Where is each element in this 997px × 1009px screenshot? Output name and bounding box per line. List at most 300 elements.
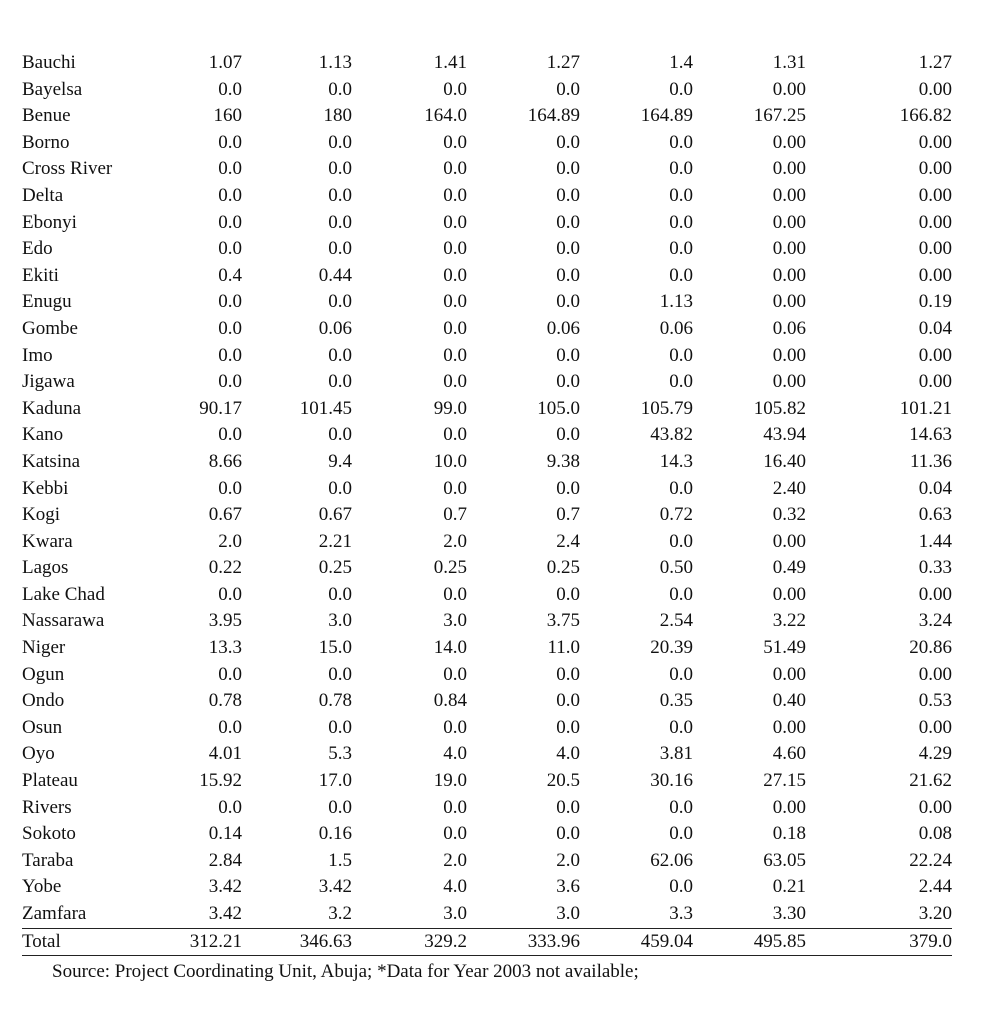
table-row	[22, 50, 952, 77]
value-cell: 0.00	[918, 158, 952, 180]
table-row	[22, 396, 952, 423]
state-name-cell: Taraba	[22, 849, 74, 871]
value-cell: 1.27	[918, 52, 952, 73]
value-cell: 0.0	[443, 424, 467, 446]
value-cell: 0.04	[918, 477, 952, 499]
value-cell: 1.07	[208, 52, 242, 73]
state-name-cell: Bauchi	[22, 52, 76, 73]
value-cell: 10.0	[433, 450, 467, 472]
table-row	[22, 236, 952, 263]
state-name-cell: Zamfara	[22, 903, 87, 924]
value-cell: 0.0	[669, 184, 693, 206]
value-cell: 0.0	[443, 583, 467, 605]
value-cell: 0.0	[556, 716, 580, 738]
value-cell: 15.0	[318, 637, 352, 659]
state-name-cell: Imo	[22, 344, 53, 366]
value-cell: 43.94	[763, 424, 806, 446]
value-cell: 0.00	[918, 583, 952, 605]
state-name-cell: Borno	[22, 131, 70, 153]
value-cell: 0.00	[918, 211, 952, 233]
table-row	[22, 768, 952, 795]
value-cell: 0.00	[918, 344, 952, 366]
value-cell: 0.0	[669, 238, 693, 260]
value-cell: 4.0	[556, 743, 580, 765]
table-row	[22, 77, 952, 104]
value-cell: 99.0	[433, 397, 467, 419]
value-cell: 0.7	[556, 504, 580, 526]
value-cell: 0.0	[218, 317, 242, 339]
value-cell: 0.25	[318, 557, 352, 579]
value-cell: 0.00	[918, 131, 952, 153]
value-cell: 0.78	[318, 690, 352, 712]
value-cell: 0.0	[328, 424, 352, 446]
value-cell: 164.89	[640, 105, 693, 127]
total-value-cell: 333.96	[467, 928, 580, 956]
value-cell: 3.20	[918, 903, 952, 924]
value-cell: 0.40	[772, 690, 806, 712]
value-cell: 0.0	[556, 131, 580, 153]
state-name-cell: Lake Chad	[22, 583, 105, 605]
value-cell: 0.21	[772, 876, 806, 898]
state-name-cell: Yobe	[22, 876, 62, 898]
value-cell: 3.75	[546, 610, 580, 632]
value-cell: 2.4	[556, 530, 580, 552]
value-cell: 0.19	[918, 291, 952, 313]
table-row	[22, 821, 952, 848]
value-cell: 4.0	[443, 743, 467, 765]
value-cell: 0.16	[318, 823, 352, 845]
value-cell: 0.0	[556, 238, 580, 260]
state-name-cell: Kogi	[22, 504, 60, 526]
table-row	[22, 316, 952, 343]
value-cell: 0.0	[443, 238, 467, 260]
value-cell: 20.5	[546, 770, 580, 792]
state-name-cell: Benue	[22, 105, 71, 127]
value-cell: 0.0	[669, 131, 693, 153]
value-cell: 0.14	[208, 823, 242, 845]
value-cell: 3.0	[556, 903, 580, 924]
total-value-cell: 329.2	[352, 928, 467, 956]
table-row	[22, 422, 952, 449]
value-cell: 0.00	[918, 78, 952, 100]
value-cell: 3.42	[208, 903, 242, 924]
value-cell: 101.45	[299, 397, 352, 419]
value-cell: 0.0	[328, 131, 352, 153]
value-cell: 3.95	[208, 610, 242, 632]
value-cell: 0.0	[443, 823, 467, 845]
value-cell: 0.0	[669, 796, 693, 818]
value-cell: 0.63	[918, 504, 952, 526]
value-cell: 27.15	[763, 770, 806, 792]
state-name-cell: Kebbi	[22, 477, 69, 499]
table-row	[22, 130, 952, 157]
value-cell: 0.0	[218, 131, 242, 153]
value-cell: 1.5	[328, 849, 352, 871]
value-cell: 0.0	[556, 211, 580, 233]
value-cell: 0.0	[556, 344, 580, 366]
value-cell: 0.0	[218, 477, 242, 499]
value-cell: 0.0	[443, 663, 467, 685]
value-cell: 0.00	[772, 371, 806, 393]
value-cell: 0.49	[772, 557, 806, 579]
value-cell: 30.16	[650, 770, 693, 792]
value-cell: 0.0	[556, 690, 580, 712]
value-cell: 0.00	[772, 264, 806, 286]
value-cell: 3.81	[659, 743, 693, 765]
total-value-cell: 379.0	[806, 928, 952, 956]
value-cell: 0.0	[218, 238, 242, 260]
value-cell: 105.79	[640, 397, 693, 419]
table-row	[22, 183, 952, 210]
value-cell: 0.0	[669, 477, 693, 499]
state-name-cell: Kaduna	[22, 397, 82, 419]
value-cell: 0.25	[546, 557, 580, 579]
value-cell: 0.00	[918, 184, 952, 206]
value-cell: 43.82	[650, 424, 693, 446]
value-cell: 0.0	[669, 158, 693, 180]
state-name-cell: Ebonyi	[22, 211, 77, 233]
value-cell: 4.0	[443, 876, 467, 898]
table-row	[22, 715, 952, 742]
value-cell: 0.0	[556, 291, 580, 313]
value-cell: 166.82	[899, 105, 952, 127]
value-cell: 0.0	[443, 158, 467, 180]
value-cell: 0.44	[318, 264, 352, 286]
value-cell: 0.0	[328, 158, 352, 180]
state-name-cell: Ogun	[22, 663, 65, 685]
value-cell: 0.67	[318, 504, 352, 526]
value-cell: 0.72	[659, 504, 693, 526]
value-cell: 0.18	[772, 823, 806, 845]
value-cell: 0.0	[669, 663, 693, 685]
value-cell: 0.0	[669, 823, 693, 845]
value-cell: 3.42	[318, 876, 352, 898]
value-cell: 1.13	[659, 291, 693, 313]
state-name-cell: Cross River	[22, 158, 113, 180]
value-cell: 0.0	[328, 78, 352, 100]
value-cell: 14.3	[659, 450, 693, 472]
state-name-cell: Lagos	[22, 557, 69, 579]
table-row	[22, 555, 952, 582]
value-cell: 0.7	[443, 504, 467, 526]
value-cell: 0.0	[328, 663, 352, 685]
value-cell: 1.31	[772, 52, 806, 73]
value-cell: 0.0	[556, 78, 580, 100]
value-cell: 0.00	[918, 371, 952, 393]
state-name-cell: Gombe	[22, 317, 78, 339]
state-name-cell: Delta	[22, 184, 64, 206]
value-cell: 5.3	[328, 743, 352, 765]
value-cell: 3.22	[772, 610, 806, 632]
state-name-cell: Ondo	[22, 690, 65, 712]
value-cell: 63.05	[763, 849, 806, 871]
value-cell: 0.0	[443, 78, 467, 100]
value-cell: 2.54	[659, 610, 693, 632]
value-cell: 11.36	[909, 450, 952, 472]
value-cell: 0.25	[433, 557, 467, 579]
value-cell: 0.00	[772, 663, 806, 685]
value-cell: 22.24	[909, 849, 952, 871]
state-name-cell: Kwara	[22, 530, 73, 552]
table-row	[22, 635, 952, 662]
value-cell: 2.84	[208, 849, 242, 871]
value-cell: 2.0	[443, 849, 467, 871]
value-cell: 0.00	[772, 131, 806, 153]
source-note: Source: Project Coordinating Unit, Abuja; *Data for Year 2003 not available;	[52, 961, 639, 983]
value-cell: 160	[213, 105, 242, 127]
state-name-cell: Rivers	[22, 796, 72, 818]
table-row	[22, 502, 952, 529]
value-cell: 2.0	[443, 530, 467, 552]
table-row	[22, 476, 952, 503]
table-body	[22, 50, 952, 928]
value-cell: 0.00	[772, 583, 806, 605]
value-cell: 0.0	[556, 583, 580, 605]
value-cell: 0.0	[443, 371, 467, 393]
value-cell: 3.30	[772, 903, 806, 924]
value-cell: 0.0	[328, 344, 352, 366]
value-cell: 0.00	[918, 663, 952, 685]
value-cell: 0.00	[772, 796, 806, 818]
value-cell: 0.0	[328, 238, 352, 260]
value-cell: 0.84	[433, 690, 467, 712]
value-cell: 167.25	[753, 105, 806, 127]
state-name-cell: Enugu	[22, 291, 72, 313]
value-cell: 0.0	[669, 530, 693, 552]
value-cell: 0.00	[772, 158, 806, 180]
value-cell: 0.0	[556, 823, 580, 845]
value-cell: 3.0	[328, 610, 352, 632]
value-cell: 9.4	[328, 450, 352, 472]
value-cell: 0.0	[218, 211, 242, 233]
value-cell: 0.00	[772, 184, 806, 206]
value-cell: 0.0	[218, 716, 242, 738]
value-cell: 105.82	[753, 397, 806, 419]
state-data-table	[22, 50, 952, 956]
total-value-cell: 495.85	[693, 928, 806, 956]
value-cell: 0.0	[218, 663, 242, 685]
value-cell: 101.21	[899, 397, 952, 419]
value-cell: 2.40	[772, 477, 806, 499]
value-cell: 0.4	[218, 264, 242, 286]
value-cell: 0.0	[443, 716, 467, 738]
value-cell: 0.0	[218, 158, 242, 180]
state-name-cell: Sokoto	[22, 823, 76, 845]
value-cell: 0.0	[443, 211, 467, 233]
value-cell: 0.78	[208, 690, 242, 712]
total-value-cell: 312.21	[167, 928, 242, 956]
value-cell: 0.0	[556, 184, 580, 206]
value-cell: 0.00	[918, 264, 952, 286]
value-cell: 0.0	[443, 291, 467, 313]
value-cell: 14.63	[909, 424, 952, 446]
value-cell: 0.0	[669, 371, 693, 393]
total-value-cell: 346.63	[242, 928, 352, 956]
value-cell: 0.0	[556, 663, 580, 685]
state-name-cell: Oyo	[22, 743, 55, 765]
table-row	[22, 263, 952, 290]
value-cell: 3.6	[556, 876, 580, 898]
value-cell: 0.0	[556, 477, 580, 499]
value-cell: 0.0	[556, 424, 580, 446]
value-cell: 0.00	[772, 211, 806, 233]
value-cell: 0.0	[669, 264, 693, 286]
value-cell: 3.24	[918, 610, 952, 632]
state-name-cell: Jigawa	[22, 371, 75, 393]
state-name-cell: Edo	[22, 238, 53, 260]
state-name-cell: Katsina	[22, 450, 81, 472]
value-cell: 0.53	[918, 690, 952, 712]
value-cell: 16.40	[763, 450, 806, 472]
value-cell: 0.0	[218, 78, 242, 100]
value-cell: 0.22	[208, 557, 242, 579]
table-row	[22, 289, 952, 316]
value-cell: 0.0	[669, 716, 693, 738]
value-cell: 20.39	[650, 637, 693, 659]
value-cell: 0.0	[328, 477, 352, 499]
state-name-cell: Nassarawa	[22, 610, 105, 632]
value-cell: 15.92	[199, 770, 242, 792]
state-name-cell: Niger	[22, 637, 66, 659]
value-cell: 0.00	[772, 530, 806, 552]
value-cell: 0.35	[659, 690, 693, 712]
value-cell: 0.0	[443, 344, 467, 366]
value-cell: 0.06	[546, 317, 580, 339]
value-cell: 4.60	[772, 743, 806, 765]
value-cell: 0.00	[918, 238, 952, 260]
value-cell: 0.0	[669, 876, 693, 898]
value-cell: 0.0	[328, 716, 352, 738]
table-row	[22, 103, 952, 130]
value-cell: 0.0	[669, 211, 693, 233]
value-cell: 0.0	[443, 477, 467, 499]
value-cell: 0.0	[443, 131, 467, 153]
value-cell: 0.0	[218, 344, 242, 366]
value-cell: 62.06	[650, 849, 693, 871]
table-row	[22, 608, 952, 635]
value-cell: 1.44	[918, 530, 952, 552]
value-cell: 1.4	[669, 52, 693, 73]
value-cell: 3.2	[328, 903, 352, 924]
value-cell: 0.67	[208, 504, 242, 526]
value-cell: 4.01	[208, 743, 242, 765]
value-cell: 1.41	[433, 52, 467, 73]
value-cell: 0.0	[669, 583, 693, 605]
value-cell: 0.00	[772, 78, 806, 100]
value-cell: 3.0	[443, 610, 467, 632]
value-cell: 0.0	[443, 184, 467, 206]
value-cell: 164.89	[527, 105, 580, 127]
value-cell: 0.0	[328, 371, 352, 393]
value-cell: 8.66	[208, 450, 242, 472]
table-row	[22, 582, 952, 609]
value-cell: 0.0	[218, 424, 242, 446]
table-row	[22, 529, 952, 556]
value-cell: 0.0	[556, 371, 580, 393]
value-cell: 2.0	[218, 530, 242, 552]
value-cell: 0.50	[659, 557, 693, 579]
value-cell: 0.08	[918, 823, 952, 845]
value-cell: 0.0	[556, 796, 580, 818]
value-cell: 0.06	[659, 317, 693, 339]
value-cell: 0.0	[328, 291, 352, 313]
value-cell: 3.0	[443, 903, 467, 924]
value-cell: 2.21	[318, 530, 352, 552]
total-value-cell: 459.04	[580, 928, 693, 956]
table-row	[22, 369, 952, 396]
table-row	[22, 343, 952, 370]
table-row	[22, 848, 952, 875]
state-name-cell: Kano	[22, 424, 64, 446]
value-cell: 0.0	[556, 264, 580, 286]
state-name-cell: Bayelsa	[22, 78, 83, 100]
value-cell: 3.42	[208, 876, 242, 898]
table-row	[22, 662, 952, 689]
value-cell: 0.06	[318, 317, 352, 339]
value-cell: 3.3	[669, 903, 693, 924]
value-cell: 0.32	[772, 504, 806, 526]
document-page	[22, 50, 952, 986]
value-cell: 0.0	[218, 291, 242, 313]
value-cell: 0.06	[772, 317, 806, 339]
table-row	[22, 874, 952, 901]
value-cell: 14.0	[433, 637, 467, 659]
value-cell: 0.0	[443, 317, 467, 339]
value-cell: 1.27	[546, 52, 580, 73]
value-cell: 1.13	[318, 52, 352, 73]
value-cell: 4.29	[918, 743, 952, 765]
table-row	[22, 741, 952, 768]
value-cell: 20.86	[909, 637, 952, 659]
value-cell: 0.0	[669, 78, 693, 100]
value-cell: 13.3	[208, 637, 242, 659]
value-cell: 51.49	[763, 637, 806, 659]
value-cell: 0.0	[669, 344, 693, 366]
value-cell: 0.0	[218, 583, 242, 605]
value-cell: 0.33	[918, 557, 952, 579]
value-cell: 17.0	[318, 770, 352, 792]
value-cell: 0.00	[772, 238, 806, 260]
value-cell: 21.62	[909, 770, 952, 792]
value-cell: 0.0	[328, 583, 352, 605]
state-name-cell: Plateau	[22, 770, 78, 792]
value-cell: 0.0	[443, 796, 467, 818]
value-cell: 90.17	[199, 397, 242, 419]
total-row	[22, 928, 952, 956]
value-cell: 0.0	[443, 264, 467, 286]
value-cell: 0.0	[218, 796, 242, 818]
value-cell: 0.00	[772, 716, 806, 738]
value-cell: 0.00	[918, 716, 952, 738]
value-cell: 0.04	[918, 317, 952, 339]
value-cell: 0.0	[218, 371, 242, 393]
state-name-cell: Ekiti	[22, 264, 59, 286]
value-cell: 11.0	[547, 637, 580, 659]
table-row	[22, 449, 952, 476]
state-name-cell: Osun	[22, 716, 63, 738]
value-cell: 0.00	[772, 291, 806, 313]
value-cell: 0.0	[218, 184, 242, 206]
value-cell: 0.0	[328, 211, 352, 233]
value-cell: 2.44	[918, 876, 952, 898]
table-row	[22, 210, 952, 237]
value-cell: 0.0	[328, 796, 352, 818]
table-row	[22, 688, 952, 715]
total-label: Total	[22, 928, 167, 956]
table-row	[22, 901, 952, 928]
table-row	[22, 795, 952, 822]
value-cell: 0.0	[328, 184, 352, 206]
